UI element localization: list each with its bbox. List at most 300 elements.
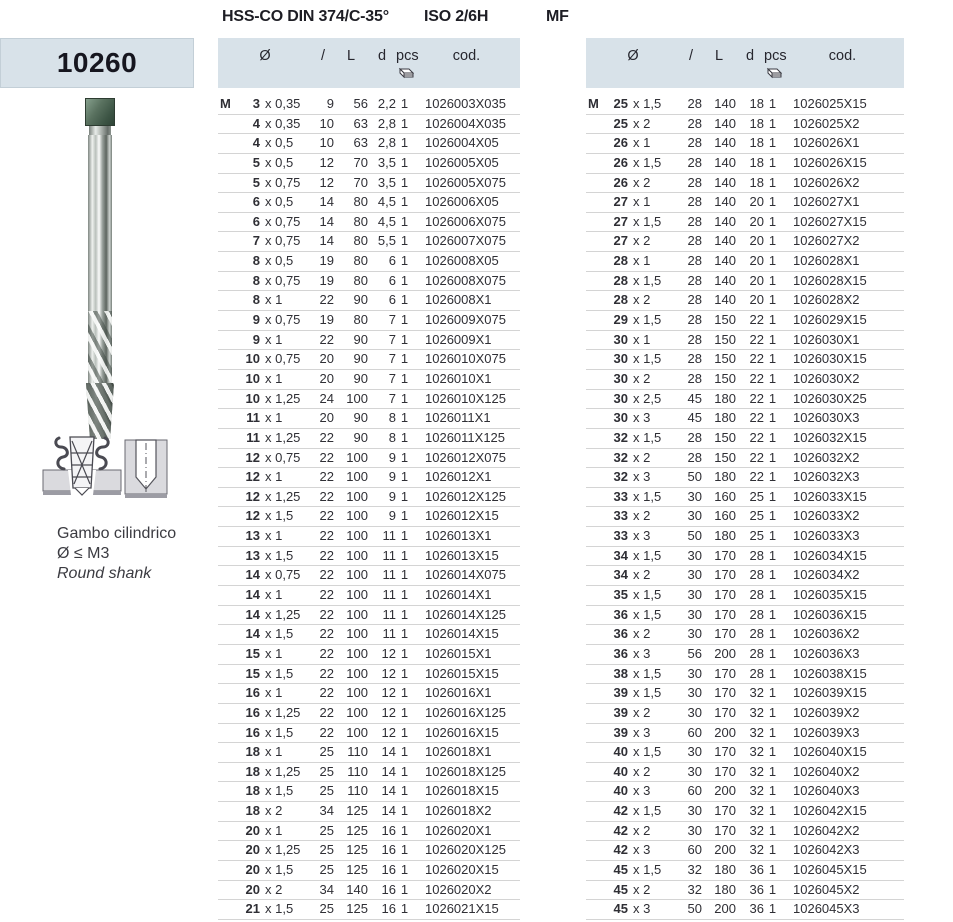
cell-length: 100 (346, 488, 368, 504)
cell-pitch: x 1,5 (633, 429, 662, 445)
cell-shank-d: 32 (749, 803, 764, 819)
cell-pcs: 1 (768, 253, 777, 269)
cell-length: 180 (714, 390, 736, 406)
cell-shank-d: 9 (388, 469, 396, 485)
cell-length: 200 (714, 901, 736, 917)
cell-pitch: x 0,5 (265, 253, 294, 269)
cell-slot: 30 (687, 763, 702, 779)
table-body (218, 95, 520, 920)
cell-slot: 50 (687, 901, 702, 917)
cell-pcs: 1 (400, 135, 409, 151)
cell-code: 1026009X075 (425, 312, 506, 328)
cell-pcs: 1 (768, 469, 777, 485)
cell-slot: 28 (687, 312, 702, 328)
cell-length: 125 (346, 842, 368, 858)
cell-slot: 28 (687, 272, 702, 288)
cell-pitch: x 3 (633, 469, 651, 485)
col-shank: d (377, 48, 387, 64)
table-row (218, 213, 520, 233)
cell-shank-d: 11 (382, 528, 396, 544)
table-row (586, 645, 904, 665)
cell-pitch: x 0,75 (265, 449, 301, 465)
cell-slot: 22 (319, 528, 334, 544)
cell-pcs: 1 (768, 685, 777, 701)
cell-slot: 12 (319, 154, 334, 170)
cell-shank-d: 11 (382, 587, 396, 603)
cell-shank-d: 20 (749, 292, 764, 308)
cell-pitch: x 1 (265, 587, 283, 603)
table-row (218, 252, 520, 272)
cell-size: 38 (613, 665, 628, 681)
cell-slot: 22 (319, 665, 334, 681)
cell-pcs: 1 (768, 881, 777, 897)
cell-code: 1026034X15 (793, 547, 867, 563)
cell-slot: 14 (319, 233, 334, 249)
table-row (586, 606, 904, 626)
cell-slot: 28 (687, 429, 702, 445)
cell-size: 11 (246, 410, 260, 426)
tap-spiral-flutes (88, 311, 112, 383)
table-row (586, 134, 904, 154)
cell-m-prefix (586, 370, 602, 389)
table-row (586, 213, 904, 233)
cell-m-prefix (586, 193, 602, 212)
cell-shank-d: 9 (388, 508, 396, 524)
cell-m-prefix (586, 645, 602, 664)
cell-m-prefix (586, 174, 602, 193)
cell-length: 170 (714, 822, 736, 838)
cell-pitch: x 0,75 (265, 272, 301, 288)
blind-hole-icon (124, 438, 168, 502)
cell-pcs: 1 (400, 370, 409, 386)
table-row (218, 900, 520, 920)
cell-pitch: x 1 (633, 194, 651, 210)
product-code-box (0, 38, 194, 88)
cell-size: 14 (245, 626, 260, 642)
cell-pitch: x 2 (633, 292, 651, 308)
cell-shank-d: 22 (749, 331, 764, 347)
cell-size: 28 (613, 292, 628, 308)
cell-slot: 28 (687, 174, 702, 190)
cell-m-prefix: M (220, 96, 231, 111)
cell-length: 56 (353, 96, 368, 111)
table-row (586, 449, 904, 469)
table-row (586, 841, 904, 861)
cell-pitch: x 1 (265, 528, 283, 544)
cell-pcs: 1 (768, 194, 777, 210)
cell-length: 100 (346, 469, 368, 485)
cell-code: 1026008X075 (425, 272, 506, 288)
table-row (218, 115, 520, 135)
cell-slot: 25 (319, 783, 334, 799)
cell-size: 35 (613, 587, 628, 603)
cell-shank-d: 16 (381, 901, 396, 917)
cell-code: 1026010X075 (425, 351, 506, 367)
cell-pcs: 1 (768, 783, 777, 799)
cell-code: 1026029X15 (793, 312, 867, 328)
cell-code: 1026028X15 (793, 272, 867, 288)
cell-size: 3 (252, 96, 260, 111)
table-row (218, 841, 520, 861)
cell-size: 33 (613, 508, 628, 524)
table-row (218, 782, 520, 802)
size-table-left (218, 38, 520, 920)
cell-size: 40 (613, 744, 628, 760)
cell-code: 1026034X2 (793, 567, 860, 583)
table-row (586, 272, 904, 292)
cell-shank-d: 5,5 (377, 233, 396, 249)
cell-shank-d: 36 (749, 901, 764, 917)
table-row (586, 900, 904, 920)
cell-slot: 30 (687, 704, 702, 720)
cell-m-prefix (586, 763, 602, 782)
cell-size: 6 (252, 194, 260, 210)
cell-pitch: x 3 (633, 901, 651, 917)
cell-pcs: 1 (400, 881, 409, 897)
table-row (586, 763, 904, 783)
cell-code: 1026025X2 (793, 115, 860, 131)
cell-length: 90 (353, 331, 368, 347)
cell-pcs: 1 (768, 842, 777, 858)
cell-length: 140 (714, 154, 736, 170)
cell-pitch: x 0,75 (265, 312, 301, 328)
cell-pcs: 1 (768, 606, 777, 622)
cell-size: 26 (613, 135, 628, 151)
cell-pitch: x 1,25 (265, 704, 301, 720)
cell-length: 180 (714, 528, 736, 544)
col-length: L (714, 48, 724, 64)
cell-code: 1026030X25 (793, 390, 867, 406)
cell-length: 160 (714, 508, 736, 524)
cell-slot: 22 (319, 508, 334, 524)
cell-slot: 24 (319, 390, 334, 406)
table-row (586, 782, 904, 802)
cell-slot: 20 (319, 370, 334, 386)
cell-length: 170 (714, 665, 736, 681)
cell-pitch: x 0,75 (265, 213, 301, 229)
cell-shank-d: 7 (388, 370, 396, 386)
table-row (586, 390, 904, 410)
table-row (218, 507, 520, 527)
cell-code: 1026018X15 (425, 783, 499, 799)
cell-code: 1026016X1 (425, 685, 492, 701)
cell-length: 150 (714, 312, 736, 328)
table-row (218, 449, 520, 469)
cell-shank-d: 22 (749, 370, 764, 386)
cell-slot: 45 (687, 410, 702, 426)
cell-code: 1026008X05 (425, 253, 499, 269)
cell-code: 1026026X15 (793, 154, 867, 170)
cell-slot: 30 (687, 744, 702, 760)
cell-shank-d: 9 (388, 449, 396, 465)
cell-m-prefix (218, 684, 234, 703)
cell-pitch: x 1,5 (633, 312, 662, 328)
cell-length: 140 (346, 881, 368, 897)
cell-code: 1026006X05 (425, 194, 499, 210)
cell-pcs: 1 (768, 429, 777, 445)
cell-code: 1026018X125 (425, 763, 506, 779)
cell-pcs: 1 (768, 626, 777, 642)
cell-slot: 22 (319, 724, 334, 740)
cell-size: 4 (252, 115, 260, 131)
cell-code: 1026003X035 (425, 96, 506, 111)
cell-code: 1026027X2 (793, 233, 860, 249)
cell-m-prefix (586, 743, 602, 762)
cell-m-prefix (218, 390, 234, 409)
cell-code: 1026011X125 (425, 429, 506, 445)
cell-pitch: x 0,75 (265, 351, 301, 367)
cell-length: 125 (346, 901, 368, 917)
cell-slot: 10 (319, 115, 334, 131)
cell-slot: 22 (319, 704, 334, 720)
cell-code: 1026008X1 (425, 292, 492, 308)
table-row (586, 291, 904, 311)
cell-slot: 22 (319, 547, 334, 563)
cell-length: 110 (347, 763, 368, 779)
cell-pitch: x 2 (633, 881, 651, 897)
cell-code: 1026012X125 (425, 488, 506, 504)
cell-pcs: 1 (400, 312, 409, 328)
cell-size: 4 (252, 135, 260, 151)
cell-m-prefix (218, 822, 234, 841)
product-photo-tap (56, 98, 144, 422)
cell-length: 150 (714, 370, 736, 386)
cell-pitch: x 3 (633, 645, 651, 661)
cell-slot: 28 (687, 135, 702, 151)
cell-code: 1026045X3 (793, 901, 860, 917)
cell-length: 70 (353, 154, 368, 170)
cell-pitch: x 1,5 (633, 154, 662, 170)
cell-shank-d: 7 (388, 390, 396, 406)
cell-m-prefix (586, 802, 602, 821)
cell-code: 1026012X1 (425, 469, 492, 485)
cell-shank-d: 22 (749, 410, 764, 426)
cell-size: 18 (245, 803, 260, 819)
cell-m-prefix (586, 154, 602, 173)
cell-pcs: 1 (400, 469, 409, 485)
cell-pcs: 1 (400, 822, 409, 838)
cell-length: 90 (353, 410, 368, 426)
cell-length: 70 (353, 174, 368, 190)
cell-shank-d: 14 (381, 783, 396, 799)
iso-tolerance-label: ISO 2/6H (424, 8, 489, 25)
cell-length: 170 (714, 744, 736, 760)
cell-size: 7 (252, 233, 260, 249)
cell-shank-d: 28 (749, 547, 764, 563)
table-row (218, 645, 520, 665)
cell-shank-d: 32 (749, 842, 764, 858)
cell-size: 32 (613, 429, 628, 445)
cell-code: 1026010X125 (425, 390, 506, 406)
table-row (586, 547, 904, 567)
table-row (586, 743, 904, 763)
cell-size: 30 (613, 351, 628, 367)
table-row (218, 291, 520, 311)
table-row (218, 232, 520, 252)
cell-length: 170 (714, 567, 736, 583)
cell-code: 1026026X1 (793, 135, 860, 151)
table-row (586, 252, 904, 272)
cell-code: 1026025X15 (793, 96, 867, 111)
cell-m-prefix (586, 390, 602, 409)
table-row (218, 95, 520, 115)
cell-m-prefix (586, 881, 602, 900)
cell-size: 12 (245, 508, 260, 524)
cell-length: 150 (714, 429, 736, 445)
cell-length: 90 (353, 351, 368, 367)
cell-pitch: x 2 (633, 174, 651, 190)
cell-m-prefix (218, 488, 234, 507)
col-code: cod. (828, 48, 857, 64)
cell-pcs: 1 (768, 292, 777, 308)
cell-length: 140 (714, 96, 736, 111)
cell-slot: 20 (319, 351, 334, 367)
cell-code: 1026009X1 (425, 331, 492, 347)
cell-size: 42 (613, 822, 628, 838)
table-row (586, 881, 904, 901)
cell-m-prefix (218, 586, 234, 605)
cell-pitch: x 1,5 (265, 508, 294, 524)
cell-slot: 22 (319, 429, 334, 445)
cell-length: 100 (346, 704, 368, 720)
cell-pcs: 1 (400, 567, 409, 583)
cell-slot: 25 (319, 763, 334, 779)
cell-shank-d: 32 (749, 783, 764, 799)
cell-m-prefix (586, 311, 602, 330)
cell-code: 1026032X3 (793, 469, 860, 485)
cell-m-prefix (586, 409, 602, 428)
cell-pcs: 1 (768, 96, 777, 111)
cell-slot: 28 (687, 115, 702, 131)
cell-pcs: 1 (768, 528, 777, 544)
cell-slot: 14 (319, 194, 334, 210)
cell-m-prefix (218, 213, 234, 232)
cell-length: 80 (353, 233, 368, 249)
table-row (586, 154, 904, 174)
cell-slot: 25 (319, 901, 334, 917)
cell-size: 28 (613, 272, 628, 288)
cell-code: 1026005X075 (425, 174, 506, 190)
cell-slot: 30 (687, 567, 702, 583)
cell-slot: 22 (319, 587, 334, 603)
table-row (218, 724, 520, 744)
cell-code: 1026035X15 (793, 587, 867, 603)
cell-pitch: x 1,25 (265, 606, 301, 622)
cell-code: 1026039X2 (793, 704, 860, 720)
cell-code: 1026020X1 (425, 822, 492, 838)
cell-m-prefix (586, 115, 602, 134)
cell-pitch: x 0,5 (265, 194, 294, 210)
cell-pitch: x 1 (265, 331, 283, 347)
cell-length: 150 (714, 331, 736, 347)
col-pcs: pcs (396, 48, 419, 64)
cell-m-prefix (218, 350, 234, 369)
cell-slot: 22 (319, 645, 334, 661)
cell-slot: 28 (687, 292, 702, 308)
cell-shank-d: 32 (749, 822, 764, 838)
cell-pitch: x 0,35 (265, 96, 301, 111)
cell-size: 16 (245, 724, 260, 740)
cell-pcs: 1 (768, 135, 777, 151)
cell-shank-d: 18 (749, 115, 764, 131)
spec-title: HSS-CO DIN 374/C-35° (222, 8, 389, 25)
cell-shank-d: 14 (381, 803, 396, 819)
table-row (218, 350, 520, 370)
cell-code: 1026013X1 (425, 528, 492, 544)
cell-m-prefix (218, 449, 234, 468)
cell-pcs: 1 (400, 233, 409, 249)
cell-pcs: 1 (768, 587, 777, 603)
cell-m-prefix (586, 625, 602, 644)
package-icon (764, 65, 781, 86)
cell-size: 39 (613, 704, 628, 720)
table-row (218, 154, 520, 174)
cell-m-prefix (218, 802, 234, 821)
table-row (586, 802, 904, 822)
cell-slot: 19 (319, 253, 334, 269)
cell-length: 140 (714, 194, 736, 210)
cell-length: 80 (353, 272, 368, 288)
cell-code: 1026016X15 (425, 724, 499, 740)
cell-slot: 20 (319, 410, 334, 426)
col-pcs: pcs (764, 48, 787, 64)
cell-pcs: 1 (400, 783, 409, 799)
cell-slot: 28 (687, 253, 702, 269)
cell-length: 170 (714, 587, 736, 603)
cell-size: 39 (613, 724, 628, 740)
cell-shank-d: 12 (381, 685, 396, 701)
cell-m-prefix (586, 449, 602, 468)
cell-pitch: x 3 (633, 410, 651, 426)
cell-pcs: 1 (400, 488, 409, 504)
cell-pitch: x 1,5 (265, 665, 294, 681)
cell-slot: 60 (687, 842, 702, 858)
cell-shank-d: 16 (381, 861, 396, 877)
cell-pcs: 1 (768, 567, 777, 583)
cell-pitch: x 1 (633, 135, 651, 151)
cell-size: 16 (245, 704, 260, 720)
cell-slot: 28 (687, 213, 702, 229)
cell-shank-d: 9 (388, 488, 396, 504)
table-row (586, 174, 904, 194)
table-row (586, 193, 904, 213)
cell-pitch: x 1,25 (265, 429, 301, 445)
cell-length: 100 (346, 528, 368, 544)
cell-length: 63 (353, 135, 368, 151)
table-row (218, 763, 520, 783)
cell-shank-d: 32 (749, 763, 764, 779)
cell-length: 110 (347, 783, 368, 799)
cell-size: 8 (252, 292, 260, 308)
cell-shank-d: 20 (749, 194, 764, 210)
cell-pitch: x 1,5 (633, 351, 662, 367)
cell-size: 9 (252, 312, 260, 328)
cell-m-prefix (218, 115, 234, 134)
cell-code: 1026030X15 (793, 351, 867, 367)
cell-m-prefix (586, 252, 602, 271)
table-row (218, 174, 520, 194)
cell-pcs: 1 (768, 645, 777, 661)
cell-m-prefix (218, 606, 234, 625)
cell-slot: 28 (687, 194, 702, 210)
cell-m-prefix (218, 763, 234, 782)
table-row (218, 311, 520, 331)
cell-m-prefix (218, 861, 234, 880)
cell-pcs: 1 (400, 606, 409, 622)
cell-pitch: x 1 (265, 685, 283, 701)
cell-shank-d: 8 (388, 429, 396, 445)
cell-pitch: x 1,25 (265, 488, 301, 504)
